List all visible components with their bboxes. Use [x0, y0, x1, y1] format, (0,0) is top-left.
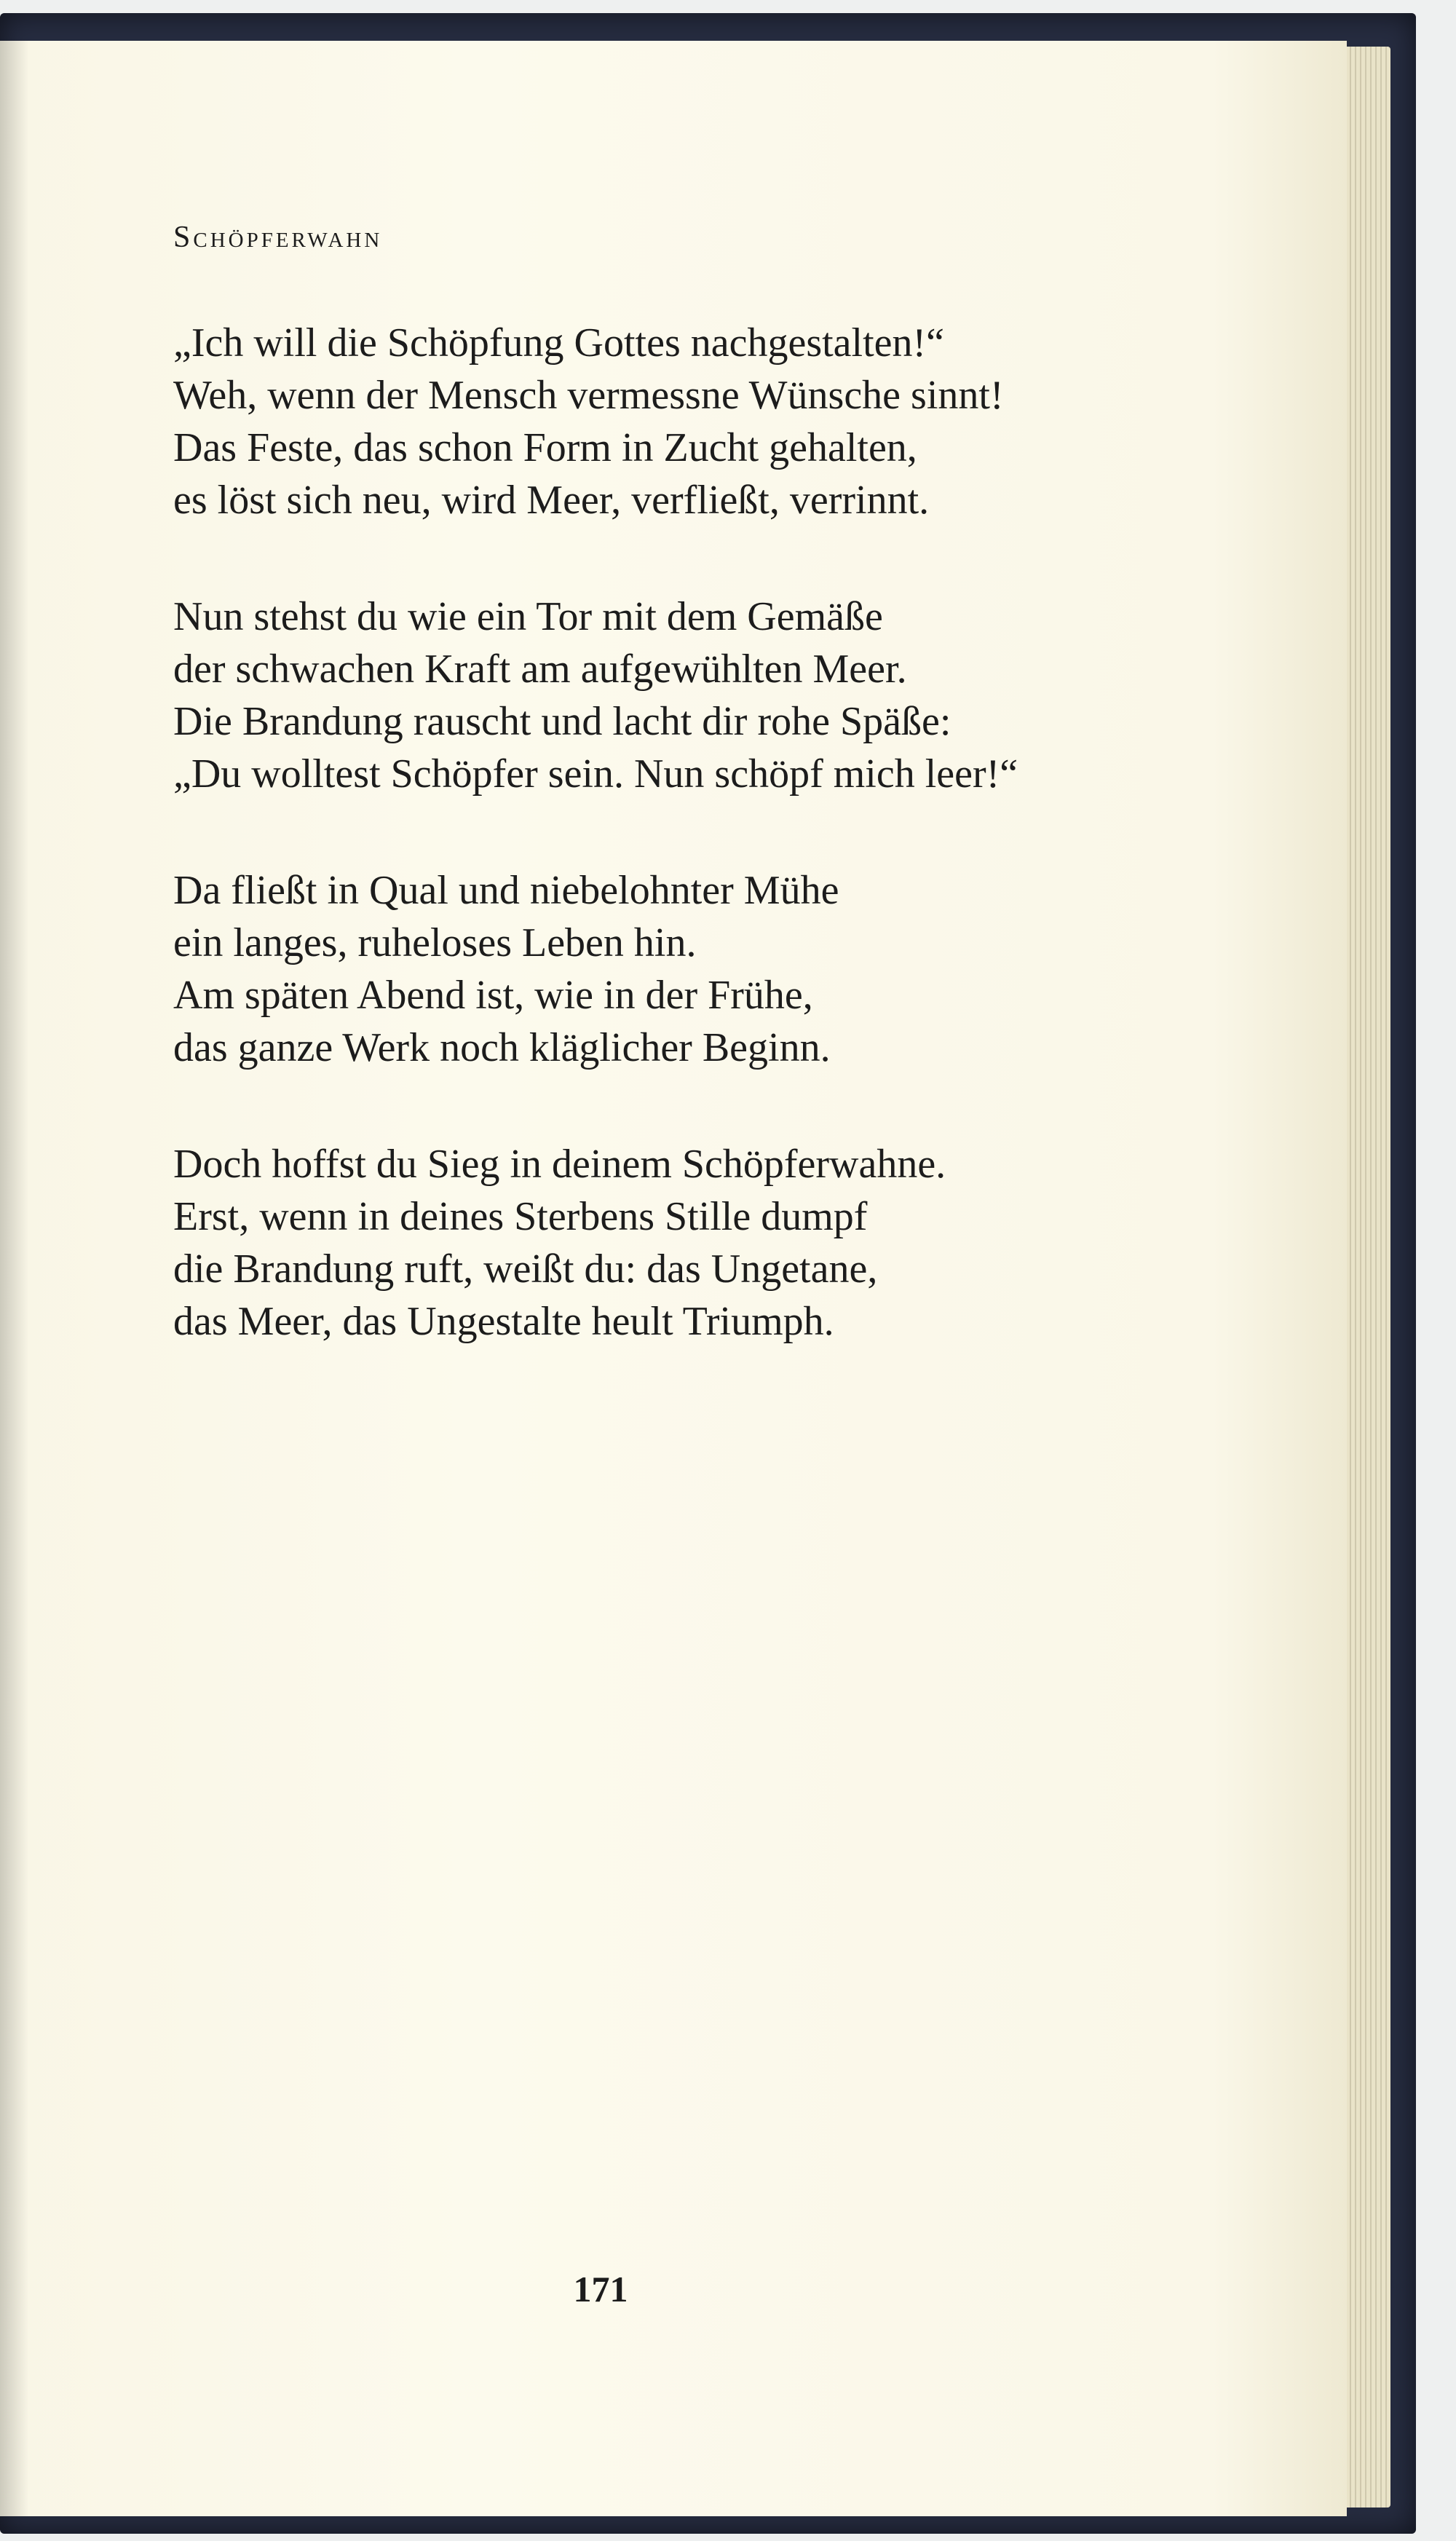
verse-line: „Du wolltest Schöpfer sein. Nun schöpf mich leer!“	[173, 751, 1018, 797]
poem-title: Schöpferwahn	[173, 221, 383, 254]
verse-line: ein langes, ruheloses Leben hin.	[173, 920, 697, 965]
verse-line: „Ich will die Schöpfung Gottes nachgestalten!“	[173, 320, 944, 365]
verse-line: es löst sich neu, wird Meer, verfließt, verrinnt.	[173, 478, 930, 523]
verse-line: die Brandung ruft, weißt du: das Ungetane,	[173, 1246, 878, 1292]
spine-shadow	[0, 41, 29, 2516]
verse-line: Die Brandung rauscht und lacht dir rohe Späße:	[173, 699, 951, 744]
stanza-3	[173, 864, 1083, 1074]
verse-line: Da fließt in Qual und niebelohnter Mühe	[173, 868, 839, 913]
stanza-2	[173, 590, 1083, 800]
verse-line: Das Feste, das schon Form in Zucht gehalten,	[173, 425, 917, 470]
verse-line: Weh, wenn der Mensch vermessne Wünsche sinnt!	[173, 373, 1004, 418]
verse-line: das Meer, das Ungestalte heult Triumph.	[173, 1299, 834, 1344]
verse-line: der schwachen Kraft am aufgewühlten Meer.	[173, 647, 907, 692]
verse-line: Erst, wenn in deines Sterbens Stille dumpf	[173, 1194, 868, 1239]
stanza-1	[173, 317, 1083, 526]
poem-text-block	[173, 222, 1083, 1412]
verse-line: Nun stehst du wie ein Tor mit dem Gemäße	[173, 594, 883, 639]
verse-line: Doch hoffst du Sieg in deinem Schöpferwahne.	[173, 1142, 946, 1187]
stanza-4	[173, 1138, 1083, 1348]
verse-line: Am späten Abend ist, wie in der Frühe,	[173, 973, 813, 1018]
verse-line: das ganze Werk noch kläglicher Beginn.	[173, 1025, 831, 1070]
page-number: 171	[573, 2269, 628, 2309]
